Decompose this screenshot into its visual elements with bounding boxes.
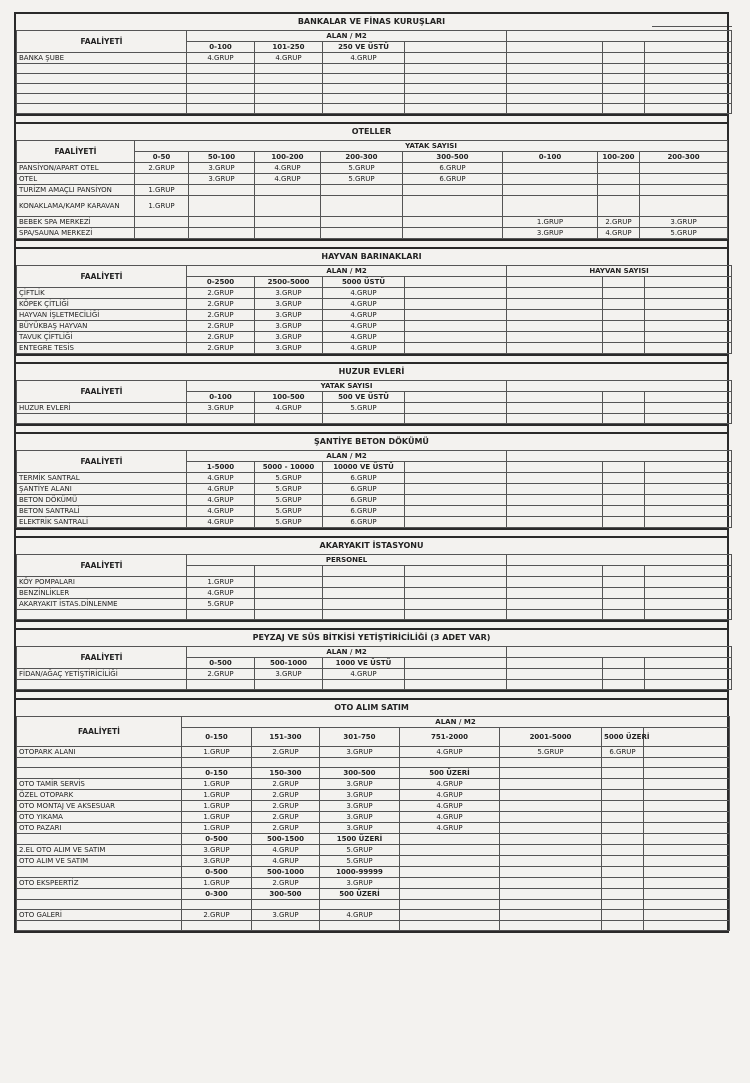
cell-value: 2.GRUP <box>252 747 320 758</box>
cell-value: 3.GRUP <box>189 174 255 185</box>
construction-col-header: 1-5000 <box>187 462 255 473</box>
animals-col-header: 5000 ÜSTÜ <box>323 277 405 288</box>
cell-value: 3.GRUP <box>255 299 323 310</box>
animals-alan-header: ALAN / M2 <box>187 266 507 277</box>
row-label: OTO TAMİR SERVİS <box>17 779 182 790</box>
cell-value: 2.GRUP <box>187 343 255 354</box>
row-label: OTO ALIM VE SATIM <box>17 856 182 867</box>
auto-col-header: 301-750 <box>320 728 400 747</box>
table-row <box>17 174 728 185</box>
landscape-table <box>16 646 732 690</box>
cell-value: 5.GRUP <box>187 599 255 610</box>
row-label: BÜYÜKBAŞ HAYVAN <box>17 321 187 332</box>
cell-value: 4.GRUP <box>187 517 255 528</box>
cell-value: 5.GRUP <box>255 484 323 495</box>
cell-value: 1.GRUP <box>503 217 598 228</box>
table-row <box>17 856 730 867</box>
table-row <box>17 801 730 812</box>
auto-col-header: 2001-5000 <box>500 728 602 747</box>
cell-value: 3.GRUP <box>187 403 255 414</box>
cell-value: 1.GRUP <box>182 823 252 834</box>
table-row <box>17 517 732 528</box>
cell-value: 1.GRUP <box>182 801 252 812</box>
auto-col-header: 151-300 <box>252 728 320 747</box>
landscape-title: PEYZAJ VE SÜS BİTKİSİ YETİŞTİRİCİLİĞİ (3 ADET VAR) <box>252 633 491 642</box>
cell-value: 2.GRUP <box>187 321 255 332</box>
cell-value: 4.GRUP <box>323 669 405 680</box>
auto-section <box>14 698 729 933</box>
row-label: ÇİFTLİK <box>17 288 187 299</box>
table-row <box>17 812 730 823</box>
hotels-col-header: 0-100 <box>503 152 598 163</box>
cell-value: 4.GRUP <box>400 801 500 812</box>
animals-table <box>16 265 732 354</box>
hotels-title: OTELLER <box>351 127 392 136</box>
cell-value: 1.GRUP <box>182 747 252 758</box>
fuel-section <box>14 536 729 620</box>
banks-alan-header: ALAN / M2 <box>187 31 507 42</box>
cell-value: 4.GRUP <box>598 228 640 239</box>
auto-subheader: 0-500 <box>182 867 252 878</box>
cell-value: 3.GRUP <box>255 310 323 321</box>
cell-value: 2.GRUP <box>187 299 255 310</box>
cell-value: 2.GRUP <box>252 823 320 834</box>
table-row <box>17 343 732 354</box>
row-label: BENZİNLİKLER <box>17 588 187 599</box>
cell-value: 6.GRUP <box>602 747 644 758</box>
landscape-alan-header: ALAN / M2 <box>187 647 507 658</box>
table-row <box>17 669 732 680</box>
cell-value: 3.GRUP <box>320 801 400 812</box>
banks-title: BANKALAR VE FİNAS KURUŞLARI <box>297 17 446 26</box>
banks-col-header: 250 VE ÜSTÜ <box>323 42 405 53</box>
construction-col-header: 10000 VE ÜSTÜ <box>323 462 405 473</box>
cell-value: 2.GRUP <box>252 790 320 801</box>
cell-value: 5.GRUP <box>323 403 405 414</box>
hotels-col-header: 300-500 <box>403 152 503 163</box>
construction-table <box>16 450 732 528</box>
cell-value: 1.GRUP <box>182 812 252 823</box>
cell-value: 5.GRUP <box>255 495 323 506</box>
cell-value: 3.GRUP <box>640 217 728 228</box>
cell-value: 1.GRUP <box>182 878 252 889</box>
row-label: ÖZEL OTOPARK <box>17 790 182 801</box>
auto-subheader: 150-300 <box>252 768 320 779</box>
cell-value: 4.GRUP <box>255 174 321 185</box>
table-row <box>17 473 732 484</box>
cell-value: 4.GRUP <box>320 910 400 921</box>
cell-value: 6.GRUP <box>323 495 405 506</box>
row-label: TERMİK SANTRAL <box>17 473 187 484</box>
row-label: ŞANTİYE ALANI <box>17 484 187 495</box>
cell-value: 4.GRUP <box>187 495 255 506</box>
cell-value: 4.GRUP <box>252 856 320 867</box>
animals-section <box>14 247 729 354</box>
auto-subheader: 0-500 <box>182 834 252 845</box>
row-label: OTO GALERİ <box>17 910 182 921</box>
cell-value: 4.GRUP <box>323 343 405 354</box>
auto-subheader: 500-1000 <box>252 867 320 878</box>
table-row <box>17 299 732 310</box>
row-label: SPA/SAUNA MERKEZİ <box>17 228 135 239</box>
fuel-title: AKARYAKIT İSTASYONU <box>319 541 424 550</box>
row-label: HAYVAN İŞLETMECİLİĞİ <box>17 310 187 321</box>
banks-col-header: 101-250 <box>255 42 323 53</box>
table-row <box>17 588 732 599</box>
row-label: OTO MONTAJ VE AKSESUAR <box>17 801 182 812</box>
cell-value: 2.GRUP <box>252 878 320 889</box>
row-label: HUZUR EVLERİ <box>17 403 187 414</box>
cell-value: 4.GRUP <box>255 163 321 174</box>
auto-subheader: 0-150 <box>182 768 252 779</box>
hotels-col-header: 200-300 <box>640 152 728 163</box>
animals-faaliyet-header: FAALİYETİ <box>17 266 187 288</box>
cell-value: 1.GRUP <box>135 185 189 196</box>
cell-value: 5.GRUP <box>500 747 602 758</box>
table-row <box>17 185 728 196</box>
landscape-section <box>14 628 729 690</box>
hotels-col-header: 100-200 <box>255 152 321 163</box>
row-label: PANSİYON/APART OTEL <box>17 163 135 174</box>
table-row <box>17 228 728 239</box>
row-label: OTOPARK ALANI <box>17 747 182 758</box>
table-row <box>17 790 730 801</box>
banks-faaliyet-header: FAALİYETİ <box>17 31 187 53</box>
row-label: BEBEK SPA MERKEZİ <box>17 217 135 228</box>
hotels-col-header: 100-200 <box>598 152 640 163</box>
cell-value: 2.GRUP <box>182 910 252 921</box>
cell-value: 3.GRUP <box>182 845 252 856</box>
table-row <box>17 196 728 217</box>
cell-value: 3.GRUP <box>320 779 400 790</box>
cell-value: 4.GRUP <box>255 403 323 414</box>
banks-table <box>16 30 732 114</box>
auto-subheader: 1000-99999 <box>320 867 400 878</box>
fuel-faaliyet-header: FAALİYETİ <box>17 555 187 577</box>
row-label: BETON SANTRALİ <box>17 506 187 517</box>
banks-section <box>14 12 729 114</box>
table-row <box>17 599 732 610</box>
cell-value: 4.GRUP <box>187 588 255 599</box>
tariff-sheet <box>14 12 729 933</box>
cell-value: 4.GRUP <box>187 506 255 517</box>
cell-value: 3.GRUP <box>320 878 400 889</box>
cell-value: 6.GRUP <box>403 163 503 174</box>
construction-faaliyet-header: FAALİYETİ <box>17 451 187 473</box>
auto-subheader: 500-1500 <box>252 834 320 845</box>
cell-value: 3.GRUP <box>255 288 323 299</box>
cell-value: 4.GRUP <box>323 288 405 299</box>
cell-value: 4.GRUP <box>323 332 405 343</box>
construction-title: ŞANTİYE BETON DÖKÜMÜ <box>314 437 429 446</box>
cell-value: 4.GRUP <box>323 321 405 332</box>
elderly-yatak-header: YATAK SAYISI <box>187 381 507 392</box>
hotels-col-header: 200-300 <box>321 152 403 163</box>
cell-value: 4.GRUP <box>252 845 320 856</box>
row-label: OTEL <box>17 174 135 185</box>
auto-col-header: 5000 ÜZERİ <box>602 728 644 747</box>
elderly-faaliyet-header: FAALİYETİ <box>17 381 187 403</box>
cell-value: 4.GRUP <box>400 779 500 790</box>
auto-subheader: 300-500 <box>252 889 320 900</box>
landscape-faaliyet-header: FAALİYETİ <box>17 647 187 669</box>
table-row <box>17 845 730 856</box>
cell-value: 5.GRUP <box>255 473 323 484</box>
row-label: BETON DÖKÜMÜ <box>17 495 187 506</box>
cell-value: 3.GRUP <box>182 856 252 867</box>
row-label: OTO EKSPEERTİZ <box>17 878 182 889</box>
cell-value: 6.GRUP <box>323 506 405 517</box>
table-row <box>17 53 732 64</box>
cell-value: 5.GRUP <box>321 163 403 174</box>
row-label: OTO PAZARI <box>17 823 182 834</box>
cell-value: 3.GRUP <box>255 321 323 332</box>
row-label: ENTEGRE TESİS <box>17 343 187 354</box>
cell-value: 1.GRUP <box>182 779 252 790</box>
table-row <box>17 310 732 321</box>
auto-faaliyet-header: FAALİYETİ <box>17 717 182 747</box>
hotels-section <box>14 122 729 239</box>
cell-value: 4.GRUP <box>255 53 323 64</box>
cell-value: 4.GRUP <box>400 790 500 801</box>
table-row <box>17 332 732 343</box>
auto-subheader: 500 ÜZERİ <box>400 768 500 779</box>
cell-value: 3.GRUP <box>320 812 400 823</box>
cell-value: 4.GRUP <box>323 310 405 321</box>
cell-value: 3.GRUP <box>189 163 255 174</box>
cell-value: 4.GRUP <box>323 53 405 64</box>
auto-subheader: 1500 ÜZERİ <box>320 834 400 845</box>
table-row <box>17 823 730 834</box>
cell-value: 4.GRUP <box>187 484 255 495</box>
cell-value: 5.GRUP <box>320 856 400 867</box>
row-label: KÖPEK ÇİTLİĞİ <box>17 299 187 310</box>
landscape-col-header: 1000 VE ÜSTÜ <box>323 658 405 669</box>
table-row <box>17 747 730 758</box>
table-row <box>17 910 730 921</box>
row-label: KÖY POMPALARI <box>17 577 187 588</box>
table-row <box>17 577 732 588</box>
cell-value: 3.GRUP <box>320 790 400 801</box>
hotels-faaliyet-header: FAALİYETİ <box>17 141 135 163</box>
cell-value: 5.GRUP <box>640 228 728 239</box>
auto-title: OTO ALIM SATIM <box>334 703 409 712</box>
table-row <box>17 288 732 299</box>
hotels-col-header: 0-50 <box>135 152 189 163</box>
cell-value: 6.GRUP <box>323 484 405 495</box>
row-label: AKARYAKIT İSTAS.DİNLENME <box>17 599 187 610</box>
row-label: FİDAN/AĞAÇ YETİŞTİRİCİLİĞİ <box>17 669 187 680</box>
elderly-col-header: 500 VE ÜSTÜ <box>323 392 405 403</box>
cell-value: 6.GRUP <box>323 517 405 528</box>
row-label: OTO YIKAMA <box>17 812 182 823</box>
row-label: 2.EL OTO ALIM VE SATIM <box>17 845 182 856</box>
table-row <box>17 321 732 332</box>
banks-col-header: 0-100 <box>187 42 255 53</box>
construction-col-header: 5000 - 10000 <box>255 462 323 473</box>
cell-value: 6.GRUP <box>323 473 405 484</box>
row-label: TAVUK ÇİFTLİĞİ <box>17 332 187 343</box>
row-label: KONAKLAMA/KAMP KARAVAN <box>17 196 135 217</box>
animals-col-header: 2500-5000 <box>255 277 323 288</box>
cell-value: 2.GRUP <box>135 163 189 174</box>
auto-col-header: 0-150 <box>182 728 252 747</box>
auto-subheader: 500 ÜZERİ <box>320 889 400 900</box>
animals-hayvan-header: HAYVAN SAYISI <box>507 266 732 277</box>
cell-value: 2.GRUP <box>187 310 255 321</box>
hotels-yatak-header: YATAK SAYISI <box>135 141 728 152</box>
auto-alan-header: ALAN / M2 <box>182 717 730 728</box>
table-row <box>17 403 732 414</box>
cell-value: 2.GRUP <box>252 779 320 790</box>
cell-value: 5.GRUP <box>255 506 323 517</box>
cell-value: 3.GRUP <box>503 228 598 239</box>
cell-value: 3.GRUP <box>252 910 320 921</box>
landscape-col-header: 0-500 <box>187 658 255 669</box>
table-row <box>17 217 728 228</box>
table-row <box>17 495 732 506</box>
auto-col-header: 751-2000 <box>400 728 500 747</box>
cell-value: 1.GRUP <box>182 790 252 801</box>
cell-value: 5.GRUP <box>255 517 323 528</box>
cell-value: 2.GRUP <box>187 332 255 343</box>
row-label: BANKA ŞUBE <box>17 53 187 64</box>
cell-value: 2.GRUP <box>187 669 255 680</box>
table-row <box>17 779 730 790</box>
cell-value: 2.GRUP <box>252 812 320 823</box>
cell-value: 4.GRUP <box>400 823 500 834</box>
table-row <box>17 878 730 889</box>
cell-value: 2.GRUP <box>252 801 320 812</box>
hotels-col-header: 50-100 <box>189 152 255 163</box>
cell-value: 3.GRUP <box>255 332 323 343</box>
cell-value: 4.GRUP <box>187 53 255 64</box>
cell-value: 3.GRUP <box>255 669 323 680</box>
cell-value: 1.GRUP <box>187 577 255 588</box>
row-label: TURİZM AMAÇLI PANSİYON <box>17 185 135 196</box>
cell-value: 3.GRUP <box>320 823 400 834</box>
cell-value: 2.GRUP <box>187 288 255 299</box>
elderly-col-header: 0-100 <box>187 392 255 403</box>
cell-value: 5.GRUP <box>320 845 400 856</box>
row-label: ELEKTRİK SANTRALİ <box>17 517 187 528</box>
cell-value: 1.GRUP <box>135 196 189 217</box>
cell-value: 4.GRUP <box>400 747 500 758</box>
cell-value: 4.GRUP <box>400 812 500 823</box>
cell-value: 3.GRUP <box>255 343 323 354</box>
auto-table <box>16 716 730 931</box>
cell-value: 2.GRUP <box>598 217 640 228</box>
banks-empty-header <box>507 31 732 42</box>
construction-alan-header: ALAN / M2 <box>187 451 507 462</box>
auto-subheader: 300-500 <box>320 768 400 779</box>
table-row <box>17 506 732 517</box>
elderly-col-header: 100-500 <box>255 392 323 403</box>
fuel-table <box>16 554 732 620</box>
fuel-personel-header: PERSONEL <box>187 555 507 566</box>
elderly-title: HUZUR EVLERİ <box>338 367 405 376</box>
construction-section <box>14 432 729 528</box>
animals-col-header: 0-2500 <box>187 277 255 288</box>
cell-value: 4.GRUP <box>187 473 255 484</box>
table-row <box>17 484 732 495</box>
cell-value: 5.GRUP <box>321 174 403 185</box>
auto-subheader: 0-300 <box>182 889 252 900</box>
landscape-col-header: 500-1000 <box>255 658 323 669</box>
table-row <box>17 163 728 174</box>
elderly-table <box>16 380 732 424</box>
cell-value: 6.GRUP <box>403 174 503 185</box>
cell-value: 4.GRUP <box>323 299 405 310</box>
cell-value: 3.GRUP <box>320 747 400 758</box>
elderly-section <box>14 362 729 424</box>
hotels-table <box>16 140 728 239</box>
animals-title: HAYVAN BARINAKLARI <box>321 252 422 261</box>
